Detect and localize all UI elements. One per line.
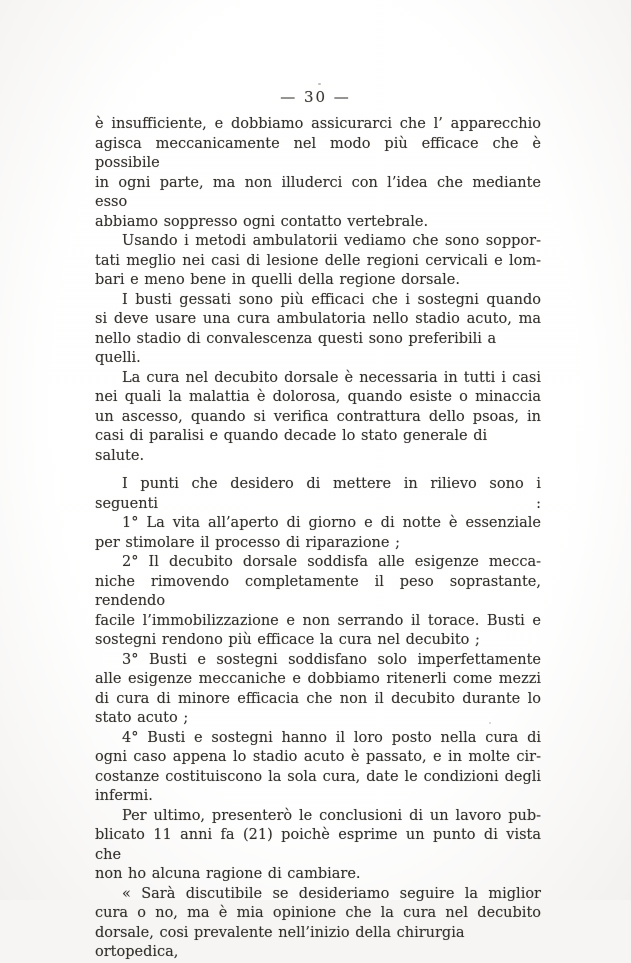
paragraph <box>95 885 541 963</box>
text-line: niche rimovendo completamente il peso soprastante, rendendo <box>95 573 541 609</box>
text-line: non ho alcuna ragione di cambiare. <box>95 866 361 882</box>
text-line: alle esigenze meccaniche e dobbiamo ritenerli come mezzi <box>95 671 541 687</box>
text-line: infermi. <box>95 788 153 804</box>
text-line: per stimolare il processo di riparazione ; <box>95 534 400 551</box>
scan-speck <box>489 722 491 724</box>
paragraph <box>95 514 541 553</box>
paragraph <box>95 651 541 729</box>
text-line: 3° Busti e sostegni soddisfano solo imperfettamente <box>122 651 541 668</box>
text-block <box>95 115 541 963</box>
paragraph <box>95 232 541 291</box>
text-line: costanze costituiscono la sola cura, date le condizioni degli <box>95 768 541 785</box>
text-line: abbiamo soppresso ogni contatto vertebrale. <box>95 213 429 230</box>
paragraph <box>95 729 541 807</box>
text-line: sostegni rendono più efficace la cura nel decubito ; <box>95 632 480 648</box>
text-line: 1° La vita all’aperto di giorno e di notte è essenziale <box>122 515 541 531</box>
paragraph <box>95 369 541 467</box>
scan-speck <box>318 83 321 85</box>
text-line: tati meglio nei casi di lesione delle regioni cervicali e lom- <box>95 252 541 269</box>
paragraph <box>95 553 541 651</box>
paragraph <box>95 291 541 369</box>
text-line: Usando i metodi ambulatorii vediamo che sono soppor- <box>122 233 541 249</box>
text-line: « Sarà discutibile se desideriamo seguire la miglior <box>122 885 541 902</box>
text-line: 2° Il decubito dorsale soddisfa alle esigenze mecca- <box>122 554 541 570</box>
text-line: Per ultimo, presenterò le conclusioni di un lavoro pub- <box>122 807 541 824</box>
scan-speck <box>419 394 422 397</box>
page-number: — 30 — <box>280 88 351 106</box>
text-line: I busti gessati sono più efficaci che i sostegni quando <box>122 291 541 308</box>
paragraph <box>95 475 541 514</box>
text-line: si deve usare una cura ambulatoria nello stadio acuto, ma <box>95 311 541 327</box>
text-line: di cura di minore efficacia che non il decubito durante lo <box>95 690 541 707</box>
text-line: blicato 11 anni fa (21) poichè esprime un punto di vista che <box>95 827 541 863</box>
text-line: dorsale, cosi prevalente nell’inizio della chirurgia ortopedica, <box>95 924 465 960</box>
text-line: stato acuto ; <box>95 710 189 726</box>
text-line: agisca meccanicamente nel modo più efficace che è possibile <box>95 135 541 171</box>
text-line: un ascesso, quando si verifica contrattura dello psoas, in <box>95 408 541 425</box>
text-line: facile l’immobilizzazione e non serrando il torace. Busti e <box>95 612 541 629</box>
paragraph <box>95 115 541 232</box>
text-line: nei quali la malattia è dolorosa, quando esiste o minaccia <box>95 389 541 405</box>
text-line: cura o no, ma è mia opinione che la cura nel decubito <box>95 905 541 921</box>
text-line: 4° Busti e sostegni hanno il loro posto nella cura di <box>122 729 541 746</box>
paragraph <box>95 807 541 885</box>
text-line: I punti che desidero di mettere in rilievo sono i seguenti : <box>95 476 541 512</box>
text-line: in ogni parte, ma non illuderci con l’idea che mediante esso <box>95 174 541 210</box>
text-line: bari e meno bene in quelli della regione dorsale. <box>95 272 460 288</box>
text-line: La cura nel decubito dorsale è necessaria in tutti i casi <box>122 369 541 386</box>
text-line: è insufficiente, e dobbiamo assicurarci che l’ apparecchio <box>95 116 541 132</box>
text-line: casi di paralisi e quando decade lo stato generale di salute. <box>95 428 488 464</box>
text-line: ogni caso appena lo stadio acuto è passato, e in molte cir- <box>95 749 541 765</box>
text-line: nello stadio di convalescenza questi sono preferibili a quelli. <box>95 330 497 366</box>
